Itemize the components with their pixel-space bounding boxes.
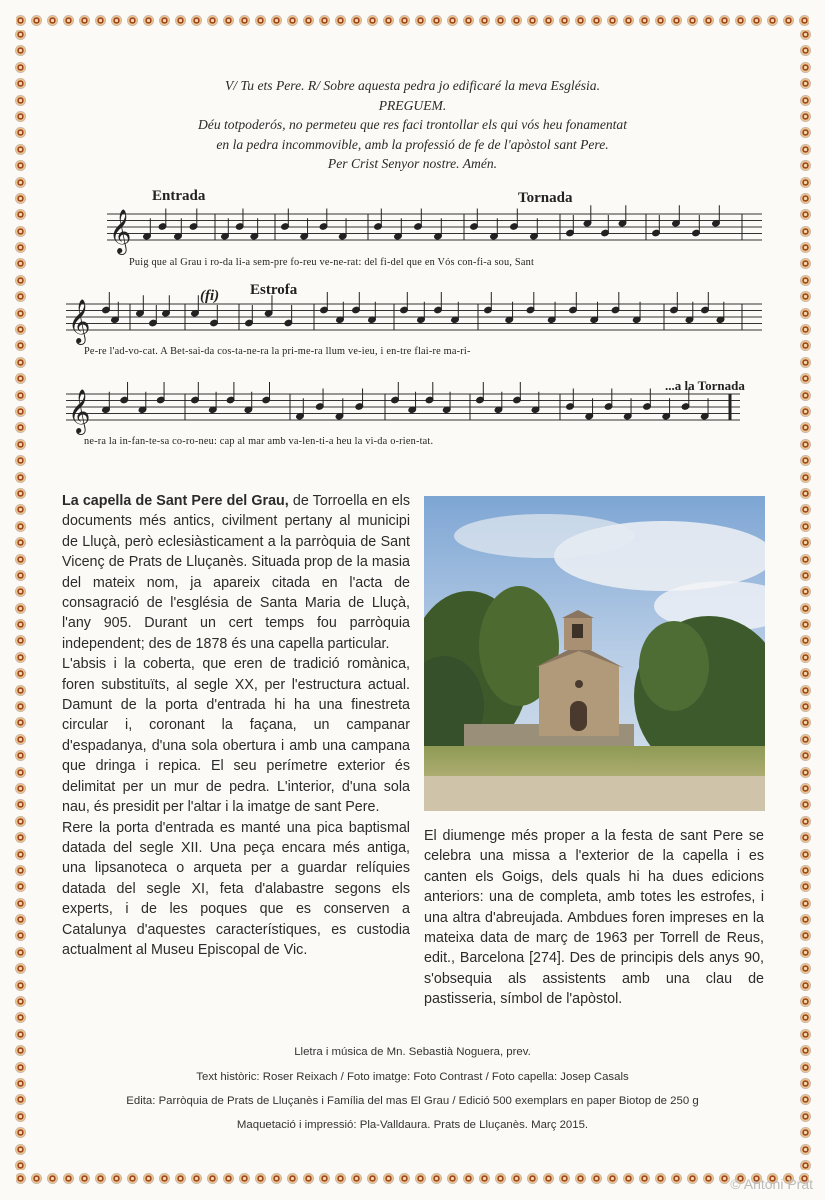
border-ornament <box>384 1174 393 1183</box>
border-ornament <box>16 768 25 777</box>
border-ornament <box>801 1161 810 1170</box>
border-ornament <box>801 1112 810 1121</box>
article-paragraph-1 <box>62 491 410 654</box>
border-ornament <box>32 1174 41 1183</box>
watermark: © Antoni Prat <box>730 1176 813 1192</box>
border-ornament <box>801 555 810 564</box>
border-ornament <box>16 1161 25 1170</box>
border-ornament <box>16 1174 25 1183</box>
border-ornament <box>16 866 25 875</box>
border-ornament <box>801 653 810 662</box>
border-ornament <box>192 1174 201 1183</box>
border-ornament <box>624 1174 633 1183</box>
border-ornament <box>16 1112 25 1121</box>
border-ornament <box>801 899 810 908</box>
border-ornament <box>16 473 25 482</box>
border-ornament <box>608 1174 617 1183</box>
border-ornament <box>672 1174 681 1183</box>
border-ornament <box>352 1174 361 1183</box>
border-ornament <box>16 964 25 973</box>
border-ornament <box>801 1063 810 1072</box>
border-ornament <box>320 1174 329 1183</box>
border-ornament <box>16 882 25 891</box>
border-ornament <box>176 1174 185 1183</box>
border-ornament <box>16 899 25 908</box>
credit-lyrics-music: Lletra i música de Mn. Sebastià Noguera, prev. <box>294 1046 531 1058</box>
border-ornament <box>368 1174 377 1183</box>
border-ornament <box>16 1046 25 1055</box>
border-ornament <box>688 1174 697 1183</box>
border-ornament <box>16 522 25 531</box>
border-ornament <box>16 735 25 744</box>
border-ornament <box>16 1063 25 1072</box>
border-ornament <box>432 1174 441 1183</box>
border-ornament <box>16 997 25 1006</box>
prayer-text-2: en la pedra incommovible, amb la professió de fe de l'apòstol sant Pere. <box>216 136 609 152</box>
score-label-a-la-tornada: ...a la Tornada <box>665 378 745 393</box>
border-ornament <box>801 718 810 727</box>
border-ornament <box>400 1174 409 1183</box>
border-ornament <box>704 1174 713 1183</box>
border-ornament <box>528 1174 537 1183</box>
border-ornament <box>304 1174 313 1183</box>
border-ornament <box>801 489 810 498</box>
lyrics-line-1: Puig que al Grau i ro-da li-a sem-pre fo-reu ve-ne-rat: del fi-del que en Vós con-fi-a sou, Sant <box>129 257 535 268</box>
border-ornament <box>16 604 25 613</box>
border-ornament <box>464 1174 473 1183</box>
border-ornament <box>16 817 25 826</box>
border-ornament <box>16 1145 25 1154</box>
border-ornament <box>640 1174 649 1183</box>
border-ornament <box>801 784 810 793</box>
border-ornament <box>16 489 25 498</box>
border-ornament <box>16 1095 25 1104</box>
border-ornament <box>801 620 810 629</box>
border-ornament <box>801 538 810 547</box>
border-ornament <box>560 1174 569 1183</box>
border-ornament <box>16 686 25 695</box>
border-ornament <box>16 800 25 809</box>
bottom-ornamental-border <box>16 1170 809 1186</box>
border-ornament <box>801 948 810 957</box>
border-ornament <box>801 1046 810 1055</box>
border-ornament <box>16 931 25 940</box>
border-ornament <box>16 620 25 629</box>
border-ornament <box>801 669 810 678</box>
border-ornament <box>112 1174 121 1183</box>
border-ornament <box>224 1174 233 1183</box>
border-ornament <box>801 473 810 482</box>
border-ornament <box>16 571 25 580</box>
article-title: La capella de Sant Pere del Grau, <box>62 493 289 509</box>
border-ornament <box>160 1174 169 1183</box>
border-ornament <box>16 669 25 678</box>
lyrics-line-3: ne-ra la in-fan-te-sa co-ro-neu: cap al mar amb va-len-ti-a heu la vi-da o-rien-tat. <box>84 436 434 447</box>
border-ornament <box>16 850 25 859</box>
article-right-column <box>424 826 764 1010</box>
border-ornament <box>16 784 25 793</box>
treble-clef: 𝄞 <box>68 389 91 433</box>
border-ornament <box>801 850 810 859</box>
border-ornament <box>801 751 810 760</box>
border-ornament <box>801 587 810 596</box>
border-ornament <box>801 1095 810 1104</box>
border-ornament <box>208 1174 217 1183</box>
prayer-text-1: Déu totpoderós, no permeteu que res faci trontollar els qui vós heu fonamentat <box>197 117 628 132</box>
prayer-versicle: V/ Tu ets Pere. R/ Sobre aquesta pedra jo edificaré la meva Església. <box>224 78 601 93</box>
border-ornament <box>272 1174 281 1183</box>
border-ornament <box>16 1030 25 1039</box>
score-label-fi: (fi) <box>200 288 220 304</box>
border-ornament <box>801 866 810 875</box>
credit-text-photos: Text històric: Roser Reixach / Foto imatge: Foto Contrast / Foto capella: Josep Casals <box>196 1071 629 1083</box>
border-ornament <box>496 1174 505 1183</box>
border-ornament <box>801 768 810 777</box>
border-ornament <box>128 1174 137 1183</box>
border-ornament <box>416 1174 425 1183</box>
treble-clef: 𝄞 <box>109 209 132 253</box>
border-ornament <box>801 522 810 531</box>
border-ornament <box>801 1145 810 1154</box>
border-ornament <box>480 1174 489 1183</box>
score-label-tornada: Tornada <box>518 190 573 206</box>
border-ornament <box>801 817 810 826</box>
credit-publisher: Edita: Parròquia de Prats de Lluçanès i Família del mas El Grau / Edició 500 exemplars en paper Biotop de 250 g <box>126 1095 699 1107</box>
border-ornament <box>256 1174 265 1183</box>
border-ornament <box>801 636 810 645</box>
border-ornament <box>16 702 25 711</box>
border-ornament <box>16 718 25 727</box>
border-ornament <box>801 686 810 695</box>
border-ornament <box>801 800 810 809</box>
border-ornament <box>656 1174 665 1183</box>
border-ornament <box>80 1174 89 1183</box>
treble-clef: 𝄞 <box>68 299 91 343</box>
border-ornament <box>801 735 810 744</box>
border-ornament <box>16 751 25 760</box>
chapel-photo <box>424 496 765 811</box>
music-staves <box>0 0 825 470</box>
border-ornament <box>801 981 810 990</box>
border-ornament <box>16 636 25 645</box>
article-paragraph-3: Rere la porta d'entrada es manté una pica baptismal datada del segle XII. Una peça encara més antiga, una lipsanoteca o arqueta per a guardar relíquies datada del segle XI, feta d'alabastre segons els experts, i de les poques que es conserven a Catalunya d'aquestes característiques, es custodia actualment al Museu Episcopal de Vic. <box>62 819 410 958</box>
article-paragraph-4: El diumenge més proper a la festa de sant Pere se celebra una missa a l'exterior de la capella i es canten els Goigs, dels quals hi ha dues edicions anteriors: una de completa, amb totes les estrofes, i una altra d'abreujada. Ambdues foren impreses en la mateixa data de març de 1963 per Torrell de Reus, edit., Barcelona [274]. Des de principis dels anys 90, s'obsequia als assistents amb una clau de pastisseria, símbol de l'apòstol. <box>424 828 764 1008</box>
border-ornament <box>801 571 810 580</box>
border-ornament <box>16 653 25 662</box>
article-left-column <box>62 491 410 960</box>
border-ornament <box>801 604 810 613</box>
border-ornament <box>64 1174 73 1183</box>
prayer-heading: PREGUEM. <box>378 97 447 113</box>
article-paragraph-2: L'absis i la coberta, que eren de tradició romànica, foren substituïts, al segle XX, per l'estructura actual. Damunt de la porta d'entrada hi ha una finestreta circular i, coronant la façana, un campanar d'espadanya, d'una sola obertura i amb una campana que dringa i repica. El seu perímetre exterior és delimitat per un mur de pedra. L'interior, d'una sola nau, és presidit per l'altar i la imatge de sant Pere. <box>62 656 410 816</box>
border-ornament <box>288 1174 297 1183</box>
border-ornament <box>720 1174 729 1183</box>
article-paragraph-1-text: de Torroella en els documents més antics, civilment pertany al municipi de Lluçà, però eclesiàsticament a la parròquia de Sant Vicenç de Prats de Lluçanès. Situada prop de la masia del mateix nom, ja apareix citada en l'acta de consagració de l'església de Santa Maria de Lluçà, l'any 905. Durant un cert temps fou parròquia independent; des de 1878 és una capella particular. <box>62 493 410 652</box>
border-ornament <box>16 981 25 990</box>
border-ornament <box>801 931 810 940</box>
border-ornament <box>336 1174 345 1183</box>
border-ornament <box>801 1013 810 1022</box>
border-ornament <box>801 833 810 842</box>
border-ornament <box>801 505 810 514</box>
border-ornament <box>801 1030 810 1039</box>
border-ornament <box>16 538 25 547</box>
border-ornament <box>16 1128 25 1137</box>
border-ornament <box>801 997 810 1006</box>
border-ornament <box>576 1174 585 1183</box>
credit-printing: Maquetació i impressió: Pla-Valldaura. Prats de Lluçanès. Març 2015. <box>236 1119 589 1131</box>
border-ornament <box>16 555 25 564</box>
border-ornament <box>240 1174 249 1183</box>
border-ornament <box>544 1174 553 1183</box>
border-ornament <box>801 882 810 891</box>
border-ornament <box>16 1013 25 1022</box>
border-ornament <box>144 1174 153 1183</box>
border-ornament <box>801 1128 810 1137</box>
border-ornament <box>48 1174 57 1183</box>
border-ornament <box>16 1079 25 1088</box>
border-ornament <box>96 1174 105 1183</box>
border-ornament <box>448 1174 457 1183</box>
border-ornament <box>16 915 25 924</box>
prayer-closing: Per Crist Senyor nostre. Amén. <box>327 156 498 171</box>
border-ornament <box>592 1174 601 1183</box>
border-ornament <box>16 833 25 842</box>
score-label-entrada: Entrada <box>152 188 206 204</box>
score-label-estrofa: Estrofa <box>250 282 298 298</box>
border-ornament <box>512 1174 521 1183</box>
border-ornament <box>16 587 25 596</box>
border-ornament <box>16 948 25 957</box>
chapel-photo-image <box>424 496 765 811</box>
lyrics-line-2: Pe-re l'ad-vo-cat. A Bet-sai-da cos-ta-ne-ra la pri-me-ra llum ve-ieu, i en-tre flai-re ma-ri- <box>84 346 471 357</box>
border-ornament <box>801 964 810 973</box>
border-ornament <box>801 915 810 924</box>
border-ornament <box>16 505 25 514</box>
border-ornament <box>801 702 810 711</box>
border-ornament <box>801 1079 810 1088</box>
